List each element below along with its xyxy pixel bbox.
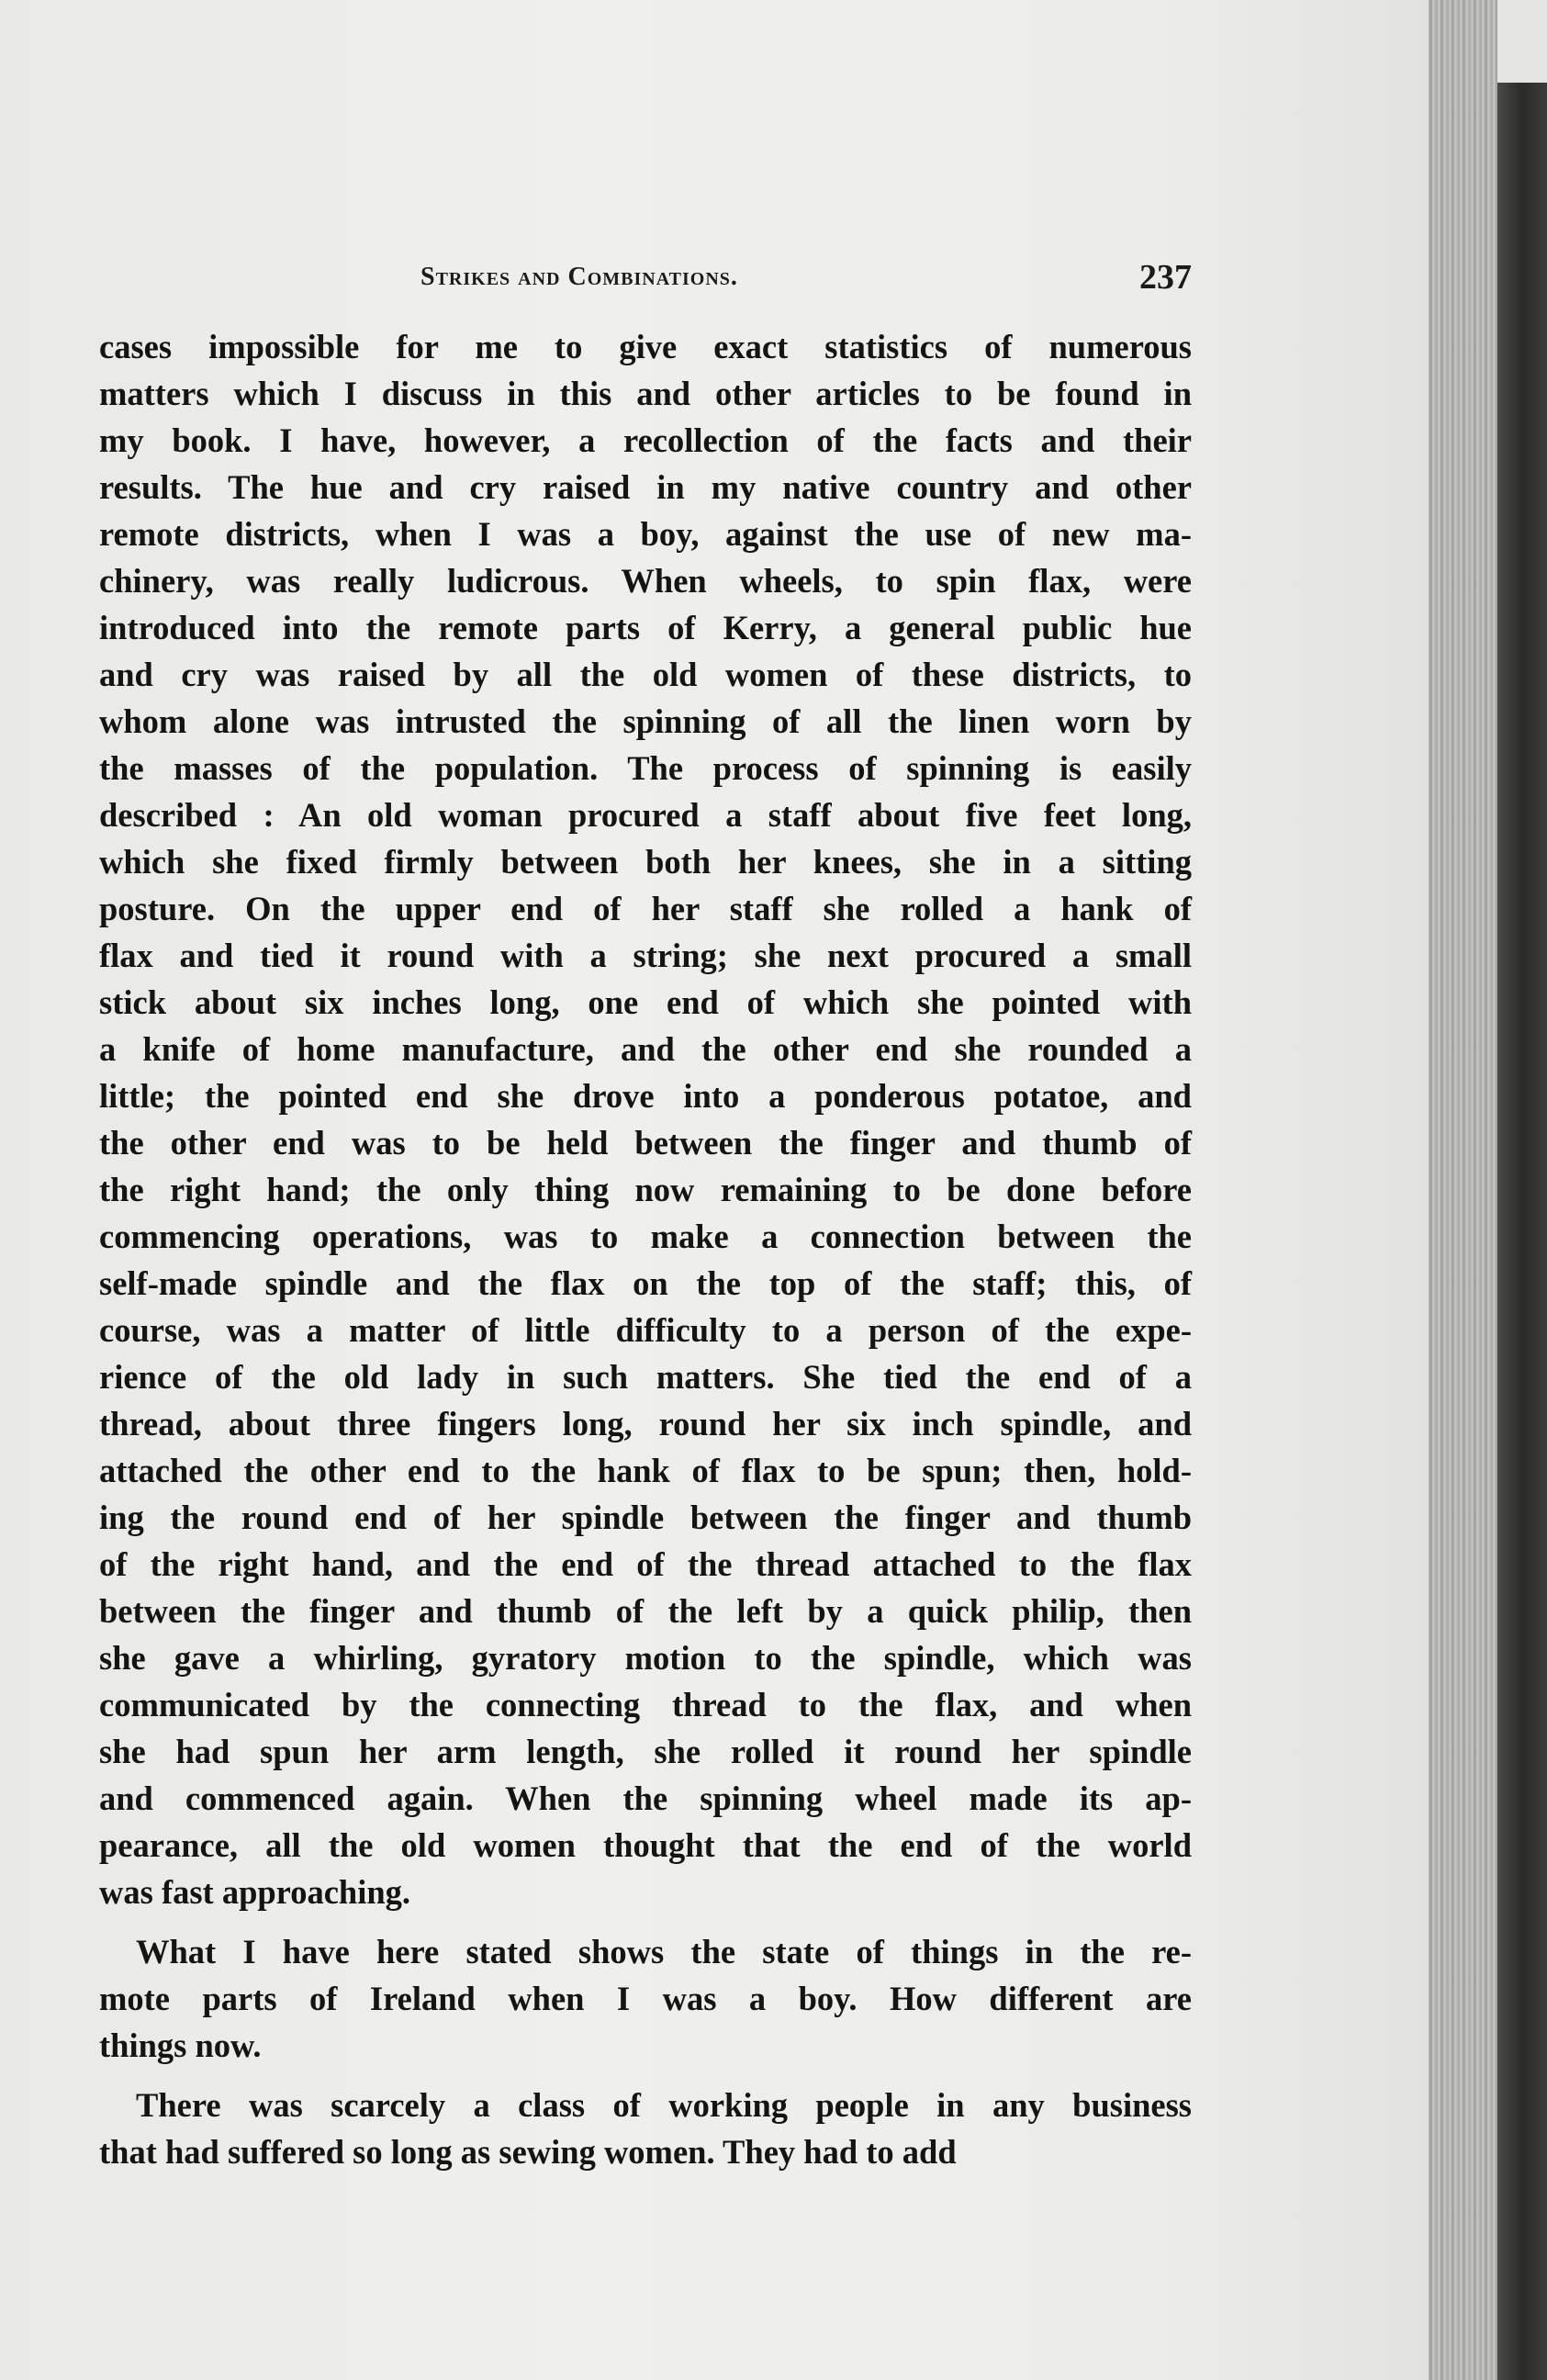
- paragraph-gap: [99, 2069, 1192, 2082]
- text-line: introduced into the remote parts of Kerry, a general public hue: [99, 609, 1192, 646]
- text-line: and cry was raised by all the old women of these districts, to: [99, 656, 1192, 693]
- book-spine-shadow: [1497, 83, 1547, 2380]
- running-title: Strikes and Combinations.: [420, 263, 738, 291]
- text-line: rience of the old lady in such matters. She tied the end of a: [99, 1358, 1192, 1396]
- text-line: the other end was to be held between the finger and thumb of: [99, 1124, 1192, 1162]
- text-line: cases impossible for me to give exact statistics of numerous: [99, 328, 1192, 365]
- paragraph: [99, 1928, 1192, 2069]
- text-line: whom alone was intrusted the spinning of all the linen worn by: [99, 702, 1192, 740]
- text-line: self-made spindle and the flax on the top of the staff; this, of: [99, 1264, 1192, 1302]
- text-line: communicated by the connecting thread to the flax, and when: [99, 1686, 1192, 1723]
- text-line: matters which I discuss in this and other articles to be found in: [99, 375, 1192, 412]
- text-line: remote districts, when I was a boy, against the use of new ma-: [99, 515, 1192, 553]
- body-text: [99, 323, 1192, 2175]
- text-line: flax and tied it round with a string; she next procured a small: [99, 937, 1192, 974]
- text-line: attached the other end to the hank of flax to be spun; then, hold-: [99, 1452, 1192, 1489]
- text-line: mote parts of Ireland when I was a boy. How different are: [99, 1980, 1192, 2017]
- paragraph: [99, 323, 1192, 1915]
- text-line: There was scarcely a class of working people in any business: [136, 2086, 1192, 2124]
- text-line: was fast approaching.: [99, 1873, 411, 1911]
- text-line: stick about six inches long, one end of which she pointed with: [99, 983, 1192, 1021]
- text-line: and commenced again. When the spinning wheel made its ap-: [99, 1779, 1192, 1817]
- text-line: the masses of the population. The process of spinning is easily: [99, 749, 1192, 787]
- page-number: 237: [1139, 258, 1192, 297]
- text-line: posture. On the upper end of her staff she rolled a hank of: [99, 890, 1192, 927]
- text-line: the right hand; the only thing now remaining to be done before: [99, 1171, 1192, 1208]
- page-edge: [1429, 0, 1547, 2380]
- running-head: [99, 257, 1192, 303]
- text-line: a knife of home manufacture, and the other end she rounded a: [99, 1030, 1192, 1068]
- text-line: which she fixed firmly between both her knees, she in a sitting: [99, 843, 1192, 881]
- text-line: What I have here stated shows the state of things in the re-: [136, 1933, 1192, 1970]
- text-line: my book. I have, however, a recollection of the facts and their: [99, 421, 1192, 459]
- text-line: thread, about three fingers long, round her six inch spindle, and: [99, 1405, 1192, 1443]
- text-line: things now.: [99, 2026, 262, 2064]
- text-line: she had spun her arm length, she rolled it round her spindle: [99, 1733, 1192, 1770]
- page-edge-top: [1497, 0, 1547, 83]
- paragraph: [99, 2082, 1192, 2175]
- text-line: that had suffered so long as sewing women. They had to add: [99, 2133, 957, 2171]
- text-line: course, was a matter of little difficulty to a person of the expe-: [99, 1311, 1192, 1349]
- paragraph-gap: [99, 1915, 1192, 1928]
- text-line: she gave a whirling, gyratory motion to the spindle, which was: [99, 1639, 1192, 1677]
- text-line: ing the round end of her spindle between the finger and thumb: [99, 1499, 1192, 1536]
- text-line: of the right hand, and the end of the thread attached to the flax: [99, 1545, 1192, 1583]
- text-line: chinery, was really ludicrous. When wheels, to spin flax, were: [99, 562, 1192, 600]
- text-line: described : An old woman procured a staff about five feet long,: [99, 796, 1192, 834]
- text-line: little; the pointed end she drove into a ponderous potatoe, and: [99, 1077, 1192, 1115]
- text-line: commencing operations, was to make a connection between the: [99, 1218, 1192, 1255]
- text-line: pearance, all the old women thought that the end of the world: [99, 1826, 1192, 1864]
- text-line: between the finger and thumb of the left by a quick philip, then: [99, 1592, 1192, 1630]
- text-line: results. The hue and cry raised in my native country and other: [99, 468, 1192, 506]
